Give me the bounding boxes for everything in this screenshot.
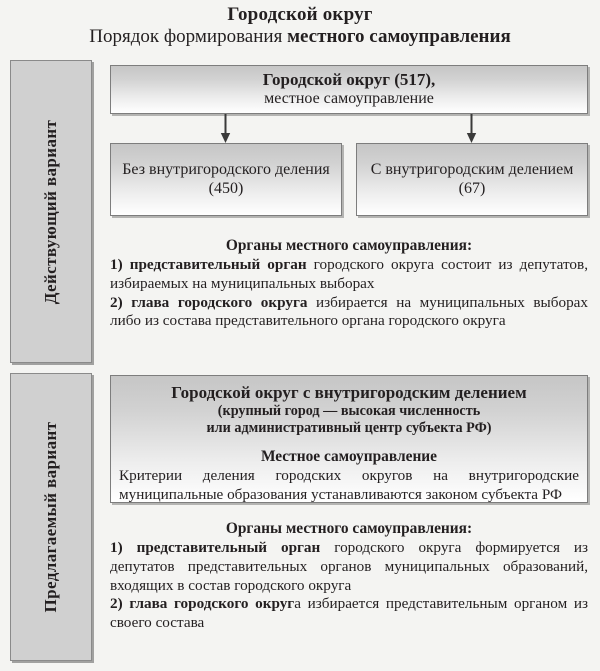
side-panel-current-variant [10,60,92,363]
box-with-internal-division [356,143,588,216]
proposed-organs-item-2-text: а избирается представительным органом из своего состава [110,595,589,632]
side-panel-proposed-variant [10,373,92,661]
proposed-box-sub-line2: или административный центр субъекта РФ) [206,419,492,436]
proposed-box-sub-line1: (крупный город — высокая численность [217,402,481,419]
proposed-organs-heading: Органы местного самоуправления: [225,520,473,537]
current-variant-organs-block [110,236,588,331]
proposed-box-msu-heading: Местное самоуправление [260,447,438,465]
box-city-district [110,65,588,114]
box-without-internal-division [110,143,342,216]
box-without-internal-division-label: Без внутригородского деления (450) [122,161,330,198]
current-organs-item-1-text: городского округа состоит из депутатов, избираемых на муниципальных выборах [110,256,588,292]
box-with-internal-division-label: С внутригородским делением (67) [370,161,574,198]
current-organs-item-2-bold: 2) глава городского округа [110,293,308,311]
proposed-organs-item-1-text: городского округа формируется из депутатов представительных органов муниципальных образований, входящих в состав городского округа [110,539,588,594]
current-organs-item-1 [110,256,588,294]
current-organs-item-2-text: избирается на муниципальных выборах либо из состава представительного органа городского округа [110,293,588,330]
proposed-box-body: Критерии деления городских округов на внутригородские муниципальные образования устанавливаются законом субъекта РФ [119,466,579,503]
proposed-organs-item-2 [110,595,588,633]
title-subtitle-bold: местного самоуправления [287,26,511,48]
current-organs-heading: Органы местного самоуправления: [225,237,473,254]
proposed-organs-item-2-bold: 2) глава городского округ [110,595,295,613]
page-title [0,4,600,48]
box-city-district-line2: местное самоуправление [264,90,434,108]
title-subtitle-regular: Порядок формирования [89,26,288,48]
arrow-down-left-icon [220,114,231,144]
proposed-organs-item-1 [110,539,588,595]
side-panel-proposed-label: Предлагаемый вариант [41,421,60,613]
proposed-box-heading: Городской округ с внутригородским делением [171,383,527,402]
current-organs-item-2 [110,294,588,332]
proposed-organs-item-1-bold: 1) представительный орган [110,539,321,557]
title-main: Городской округ [227,4,373,25]
proposed-variant-organs-block [110,519,588,633]
current-organs-item-1-bold: 1) представительный орган [110,256,307,274]
side-panel-current-label: Действующий вариант [41,119,60,304]
title-subtitle [0,26,600,47]
arrow-down-right-icon [466,114,477,144]
box-city-district-line1: Городской округ (517), [262,70,436,90]
box-proposed-city-district [110,375,588,503]
